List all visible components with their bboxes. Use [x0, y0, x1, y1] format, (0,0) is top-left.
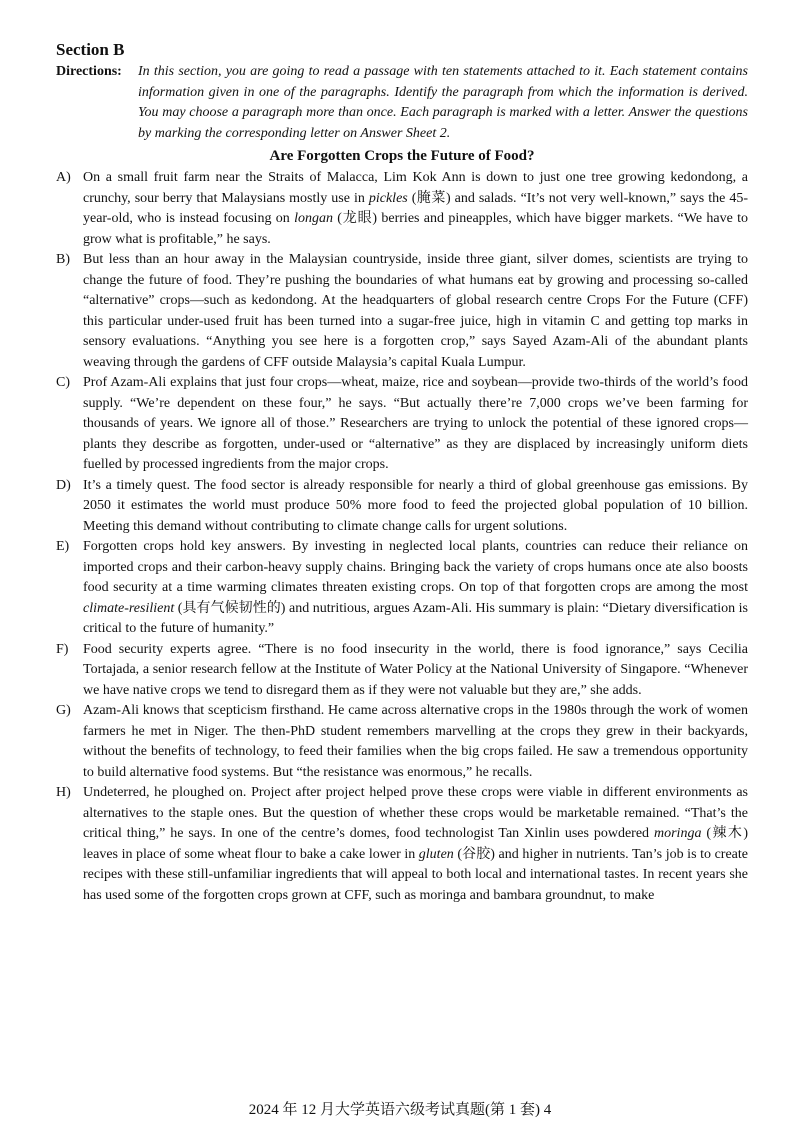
paragraph-h: [56, 783, 748, 906]
paragraph-text: On a small fruit farm near the Straits of Malacca, Lim Kok Ann is down to just one tree growing kedondong, a crunchy, sour berry that Malaysians mostly use in: [83, 170, 748, 206]
paragraph-a: [56, 168, 748, 250]
italic-term: pickles: [368, 190, 408, 206]
paragraph-letter: F): [56, 641, 69, 657]
paragraph-text: Forgotten crops hold key answers. By investing in neglected local plants, countries can reduce their reliance on imported crops and their carbon-heavy supply chains. Bringing back the variety of crops humans once ate also boosts food security at a time warming climates threaten existing crops. On top of that forgotten crops are among the most: [83, 539, 748, 595]
paragraph-text: (辣木) leaves in place of some wheat flour to bake a cake lower in: [83, 826, 748, 862]
italic-term: longan: [294, 211, 333, 226]
paragraph-d: [56, 476, 748, 538]
paragraph-letter: E): [56, 539, 70, 554]
paragraph-letter: A): [56, 170, 71, 185]
italic-term: moringa: [654, 826, 702, 841]
paragraph-text: Food security experts agree. “There is no food insecurity in the world, there is food ignorance,” says Cecilia Tortajada, a senior research fellow at the Institute of Water Policy at the National University of Singapore. “Whenever we have native crops we tend to disregard them as if they were not valuable but they are,” she adds.: [83, 641, 748, 698]
paragraph-text: (谷胶) and higher in nutrients. Tan’s job is to create recipes with these still-unfamiliar ingredients that will appeal to both local and international tastes. In recent years she has used some of the forgotten crops grown at CFF, such as moringa and bambara groundnut, to make: [83, 846, 748, 903]
page-footer: 2024 年 12 月大学英语六级考试真题(第 1 套) 4: [248, 1102, 552, 1118]
paragraph-letter: G): [56, 703, 71, 718]
paragraph-text: (具有气候韧性的) and nutritious, argues Azam-Ali. His summary is plain: “Dietary diversification is critical to the future of humanity.”: [83, 600, 748, 636]
paragraph-c: [56, 373, 748, 476]
article-title: Are Forgotten Crops the Future of Food?: [269, 148, 535, 164]
paragraph-letter: B): [56, 252, 70, 267]
paragraph-text: Undeterred, he ploughed on. Project after project helped prove these crops were viable in different environments as alternatives to the staple ones. But the question of whether these crops would be marketable remained. “That’s the critical thing,” he says. In one of the centre’s domes, food technologist Tan Xinlin uses powdered: [83, 785, 748, 841]
italic-term: climate-resilient: [83, 600, 175, 616]
paragraph-text: (腌菜) and salads. “It’s not very well-known,” says the 45-year-old, who is instead focusing on: [83, 190, 748, 226]
paragraph-b: [56, 250, 748, 373]
directions-label: Directions:: [56, 64, 122, 79]
paragraph-letter: H): [56, 785, 71, 800]
paragraph-text: But less than an hour away in the Malaysian countryside, inside three giant, silver domes, scientists are trying to change the future of food. They’re pushing the boundaries of what humans eat by growing and processing so-called “alternative” crops—such as kedondong. At the headquarters of global research centre Crops For the Future (CFF) this particular under-used fruit has been turned into a sugar-free juice, high in vitamin C and getting top marks in sensory evaluations. “Anything you see here is a forgotten crop,” says Sayed Azam-Ali of the abundant plants weaving through the gardens of CFF outside Malaysia’s capital Kuala Lumpur.: [83, 252, 748, 370]
paragraph-letter: C): [56, 375, 70, 390]
paragraph-g: [56, 701, 748, 783]
directions-text: In this section, you are going to read a passage with ten statements attached to it. Each statement contains information given in one of the paragraphs. Identify the paragraph from which the information is derived. You may choose a paragraph more than once. Each paragraph is marked with a letter. Answer the questions by marking the corresponding letter on Answer Sheet 2.: [138, 64, 748, 141]
section-title: Section B: [56, 40, 125, 59]
paragraph-e: [56, 537, 748, 640]
paragraph-text: Prof Azam-Ali explains that just four crops—wheat, maize, rice and soybean—provide two-thirds of the world’s food supply. “We’re dependent on these four,” he says. “But actually there’re 7,000 crops we’ve been farming for thousands of years. We ignore all of those.” Researchers are trying to unlock the potential of these ignored crops—plants they describe as forgotten, under-used or “alternative” as they are displaced by increasingly uniform diets fuelled by processed ingredients from the major crops.: [83, 375, 748, 472]
directions: [56, 62, 748, 144]
paragraph-f: [56, 640, 748, 702]
paragraph-text: Azam-Ali knows that scepticism firsthand. He came across alternative crops in the 1980s through the work of women farmers he met in Niger. The then-PhD student remembers marvelling at the crops they grew in their backyards, without the benefits of technology, to feed their families when the big crops failed. He saw a tremendous opportunity to build alternative food systems. But “the resistance was enormous,” he recalls.: [83, 703, 748, 780]
paragraph-text: (龙眼) berries and pineapples, which have bigger markets. “We have to grow what is profitable,” he says.: [83, 211, 748, 247]
paragraph-letter: D): [56, 477, 71, 493]
paragraph-text: It’s a timely quest. The food sector is already responsible for nearly a third of global greenhouse gas emissions. By 2050 it estimates the world must produce 50% more food to feed the projected global population of 10 billion. Meeting this demand without contributing to climate change calls for urgent solutions.: [83, 477, 748, 534]
italic-term: gluten: [418, 846, 454, 862]
